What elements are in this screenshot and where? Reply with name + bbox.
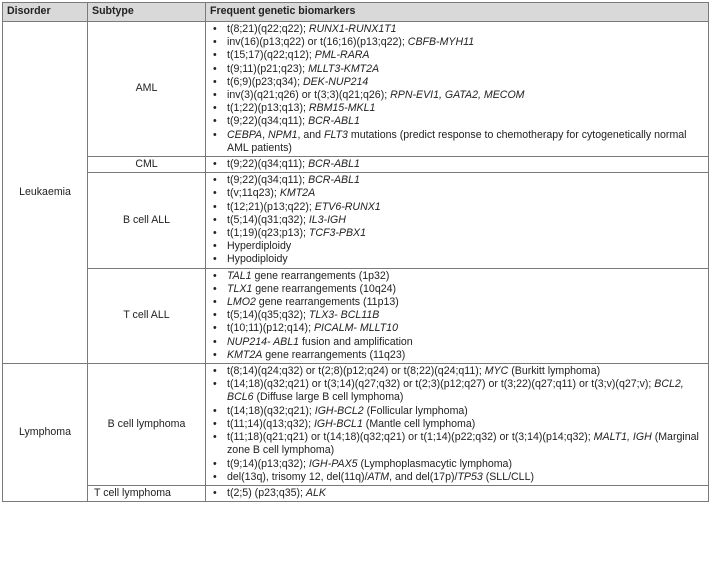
- header-disorder: Disorder: [3, 3, 88, 22]
- list-item: • t(6;9)(p23;q34); DEK-NUP214: [209, 76, 706, 89]
- list-item: • CEBPA, NPM1, and FLT3 mutations (predict response to chemotherapy for cytogenetically normal AML patients): [209, 129, 706, 155]
- list-item: • t(5;14)(q35;q32); TLX3- BCL11B: [209, 309, 706, 322]
- list-item: • t(9;11)(p21;q23); MLLT3-KMT2A: [209, 63, 706, 76]
- list-item: • t(10;11)(p12;q14); PICALM- MLLT10: [209, 322, 706, 335]
- list-item: • LMO2 gene rearrangements (11p13): [209, 296, 706, 309]
- list-item: • t(1;19)(q23;p13); TCF3-PBX1: [209, 227, 706, 240]
- list-item: • t(11;14)(q13;q32); IGH-BCL1 (Mantle cell lymphoma): [209, 418, 706, 431]
- biomarkers-t-cell-all: [206, 268, 709, 363]
- list-item: • del(13q), trisomy 12, del(11q)/ATM, and del(17p)/TP53 (SLL/CLL): [209, 471, 706, 484]
- biomarkers-b-cell-all: [206, 173, 709, 268]
- subtype-b-cell-lymphoma: B cell lymphoma: [88, 364, 206, 486]
- list-item: • t(1;22)(p13;q13); RBM15-MKL1: [209, 102, 706, 115]
- list-item: • Hyperdiploidy: [209, 240, 706, 253]
- list-item: • inv(16)(p13;q22) or t(16;16)(p13;q22); CBFB-MYH11: [209, 36, 706, 49]
- list-item: • t(9;22)(q34;q11); BCR-ABL1: [209, 158, 706, 171]
- table-row-t-cell-lymphoma: [3, 485, 709, 501]
- list-item: • t(v;11q23); KMT2A: [209, 187, 706, 200]
- list-item: • inv(3)(q21;q26) or t(3;3)(q21;q26); RPN-EVI1, GATA2, MECOM: [209, 89, 706, 102]
- biomarkers-b-cell-lymphoma: [206, 364, 709, 486]
- list-item: • t(9;22)(q34;q11); BCR-ABL1: [209, 115, 706, 128]
- disorder-lymphoma: Lymphoma: [3, 364, 88, 502]
- header-subtype: Subtype: [88, 3, 206, 22]
- list-item: • t(5;14)(q31;q32); IL3-IGH: [209, 214, 706, 227]
- biomarker-table-container: [2, 2, 708, 502]
- subtype-cml: CML: [88, 157, 206, 173]
- list-item: • t(8;14)(q24;q32) or t(2;8)(p12;q24) or t(8;22)(q24;q11); MYC (Burkitt lymphoma): [209, 365, 706, 378]
- biomarkers-t-cell-lymphoma: [206, 485, 709, 501]
- list-item: • t(9;22)(q34;q11); BCR-ABL1: [209, 174, 706, 187]
- list-item: • t(12;21)(p13;q22); ETV6-RUNX1: [209, 201, 706, 214]
- header-biomarkers: Frequent genetic biomarkers: [206, 3, 709, 22]
- list-item: • t(15;17)(q22;q12); PML-RARA: [209, 49, 706, 62]
- table-header-row: [3, 3, 709, 22]
- list-item: • t(14;18)(q32;q21); IGH-BCL2 (Follicular lymphoma): [209, 405, 706, 418]
- biomarker-table: [2, 2, 709, 502]
- list-item: • NUP214- ABL1 fusion and amplification: [209, 336, 706, 349]
- subtype-t-cell-all: T cell ALL: [88, 268, 206, 363]
- subtype-aml: AML: [88, 22, 206, 157]
- list-item: • TAL1 gene rearrangements (1p32): [209, 270, 706, 283]
- subtype-b-cell-all: B cell ALL: [88, 173, 206, 268]
- table-row-b-cell-lymphoma: [3, 364, 709, 486]
- table-row-cml: [3, 157, 709, 173]
- list-item: • KMT2A gene rearrangements (11q23): [209, 349, 706, 362]
- list-item: • t(11;18)(q21;q21) or t(14;18)(q32;q21) or t(1;14)(p22;q32) or t(3;14)(p14;q32); MALT1, IGH (Marginal zone B cell lymphoma): [209, 431, 706, 457]
- table-row-aml: [3, 22, 709, 157]
- list-item: • t(14;18)(q32;q21) or t(3;14)(q27;q32) or t(2;3)(p12;q27) or t(3;22)(q27;q11) or t(3;v)(q27;v); BCL2, BCL6 (Diffuse large B cell lymphoma): [209, 378, 706, 404]
- disorder-leukaemia: Leukaemia: [3, 22, 88, 364]
- biomarkers-aml: [206, 22, 709, 157]
- list-item: • Hypodiploidy: [209, 253, 706, 266]
- table-row-b-cell-all: [3, 173, 709, 268]
- list-item: • TLX1 gene rearrangements (10q24): [209, 283, 706, 296]
- biomarkers-cml: [206, 157, 709, 173]
- table-row-t-cell-all: [3, 268, 709, 363]
- list-item: • t(9;14)(p13;q32); IGH-PAX5 (Lymphoplasmacytic lymphoma): [209, 458, 706, 471]
- list-item: • t(8;21)(q22;q22); RUNX1-RUNX1T1: [209, 23, 706, 36]
- list-item: • t(2;5) (p23;q35); ALK: [209, 487, 706, 500]
- subtype-t-cell-lymphoma: T cell lymphoma: [88, 485, 206, 501]
